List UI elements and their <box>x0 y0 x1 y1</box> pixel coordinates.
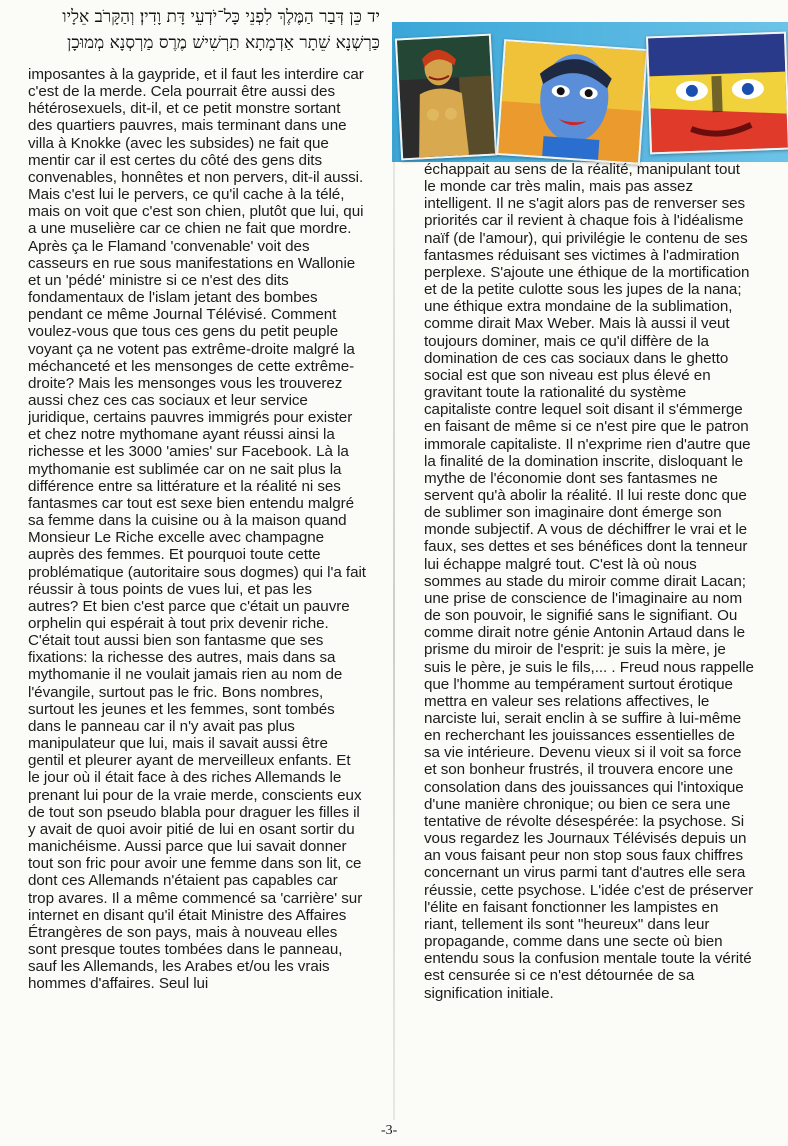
hebrew-line-1: יד כֵּן דְּבַר הַמֶּלֶךְ לִפְנֵי כָּל־יֹדְעֵי דָּת וָדִין׃ וְהַקָּרֹב אֵלָיו <box>62 7 380 27</box>
painting-nude-figure <box>395 34 497 161</box>
article-column-right <box>424 161 754 1131</box>
hebrew-verse-header <box>20 4 380 56</box>
painting-abstract-face <box>646 32 788 155</box>
hebrew-line-2: כַּרְשְׁנָא שֵׁתָר אַדְמָתָא תַרְשִׁישׁ מֶרֶס מַרְסְנָא מְמוּכָן <box>67 33 380 53</box>
right-column-text: échappait au sens de la réalité, manipulant tout le monde car très malin, mais pas assez intelligent. Il ne s'agit alors pas de renverser ses priorités car il revient à chaque fois à l'idéalisme naïf (de l'amour), qui privilégie le contenu de ses fantasmes réduisant ses victimes à l'admiration perplexe. S'ajoute une éthique de la mortification et de la petite culotte sous les jupes de la nana; une éthique extra mondaine de la sublimation, comme dirait Max Weber. Mais là aussi il veut toujours dominer, mais ce qu'il diffère de la domination de ces cas sociaux dans le ghetto social est que son niveau est plus élevé en gravitant toute la rationalité du système capitaliste contre lequel soit disant il s'émmerge en faisant de même si ce n'est pire que le patron immorale capitaliste. Il n'exprime rien d'autre que la finalité de la domination inscrite, disloquant le mythe de l'économie dont ses fantasmes ne servent qu'à abolir la réalité. Il lui reste donc que de sublimer son imaginaire dont émerge son monde subjectif. A vous de déchiffrer le vrai et le faux, ses dettes et ses bénéfices dont la tenneur lui échappe malgré tout. C'est là où nous sommes au stade du miroir comme dirait Lacan; une prise de conscience de l'imaginaire au nom de son pouvoir, le signifié sans le signifiant. Ou comme dirait notre génie Antonin Artaud dans le prisme du miroir de l'esprit: je suis la mère, je suis le père, je suis le fils,... . Freud nous rappelle que l'homme au tempérament surtout érotique mettra en valeur ses relations affectives, le narciste lui, serait enclin à se suffire à lui-même en recherchant les jouissances essentielles de sa vie intérieure. Devenu vieux si il voit sa force et son bonheur frustrés, il trouvera encore une consolation dans des jouissances qui l'intoxique d'une manière chronique; ou bien ce sera une tentative de révolte désespérée: la psychose. Si vous regardez les Journaux Télévisés depuis un an vous faisant peur non stop sous faux chiffres concernant un virus parmi tant d'autres elle sera réussie, cette psychose. L'idée c'est de préserver l'élite en faisant fonctionner les lampistes en riant, tellement ils sont "heureux" dans leur propagande, comme dans une secte où bien entendu sous la confusion mentale toute la vérité est censurée si ce n'est détournée de sa signification initiale. <box>424 161 754 1002</box>
article-column-left <box>28 66 366 1132</box>
page-number: -3- <box>381 1123 398 1138</box>
left-column-text: imposantes à la gaypride, et il faut les interdire car c'est de la merde. Cela pourrait être aussi des hétérosexuels, dit-il, et ce petit monstre sortant des quartiers pauvres, mais terminant dans une villa à Knokke (avec les subsides) ne fait que mentir car il est certes du côté des gens dits convenables, honnêtes et non pervers, dit-il aussi. Mais c'est lui le pervers, ce qu'il cache à la télé, mais on voit que c'est son chien, plutôt que lui, qui a une muselière car ce chien ne fait que mordre. Après ça le Flamand 'convenable' voit des casseurs en rue sous manifestations en Wallonie et un 'pédé' ministre si ce n'est des dits fondamentaux de l'islam jetant des bombes pendant ce même Journal Télévisé. Comment voulez-vous que tous ces gens du petit peuple voyant ça ne votent pas extrême-droite malgré la méchanceté et les mensonges de cette extrême-droite? Mais les mensonges vous les trouverez aussi chez ces cas sociaux et leur service juridique, certains pauvres immigrés pour exister et chez notre mythomane ayant réussi ainsi la richesse et les 3000 'amies' sur Facebook. Là la mythomanie est sublimée car on ne sait plus la différence entre sa littérature et la réalité ni ses fantasmes car tout est sexe bien entendu malgré sa femme dans la cuisine ou à la maison quand Monsieur Le Riche excelle avec champagne auprès des femmes. Et pourquoi toute cette problématique (autoritaire sous dogmes) qui l'a fait réussir à tous points de vues lui, et pas les autres? Et bien c'est parce que c'était un pauvre orphelin qui espérait à tout prix devenir riche. C'était tout aussi bien son fantasme que ses fixations: la richesse des autres, mais dans sa mythomanie il ne voulait jamais rien au nom de l'évangile, surtout pas le fric. Bons nombres, surtout les jeunes et les femmes, sont tombés dans le panneau car il n'y avait pas plus manipulateur que lui, mais il savait aussi être gentil et pleurer ayant de merveilleux enfants. Et le jour où il était face à des riches Allemands le prenant lui pour de la vraie merde, conscients eux de tout son pseudo blabla pour draguer les filles il y avait de quoi avoir pitié de lui en osant sortir du manichéisme. Aussi parce que lui savait donner tout son fric pour avoir une femme dans son lit, ce dont ces Allemands n'étaient pas capables car trop avares. Il a même commencé sa 'carrière' sur internet en disant qu'il était Ministre des Affaires Étrangères de son pays, mais à nouveau elles sont presque toutes tombées dans le panneau, sauf les Allemands, les Arabes et/ou les vrais hommes d'affaires. Seul lui <box>28 66 366 993</box>
column-divider <box>393 130 395 1120</box>
painting-blue-face <box>496 39 648 165</box>
